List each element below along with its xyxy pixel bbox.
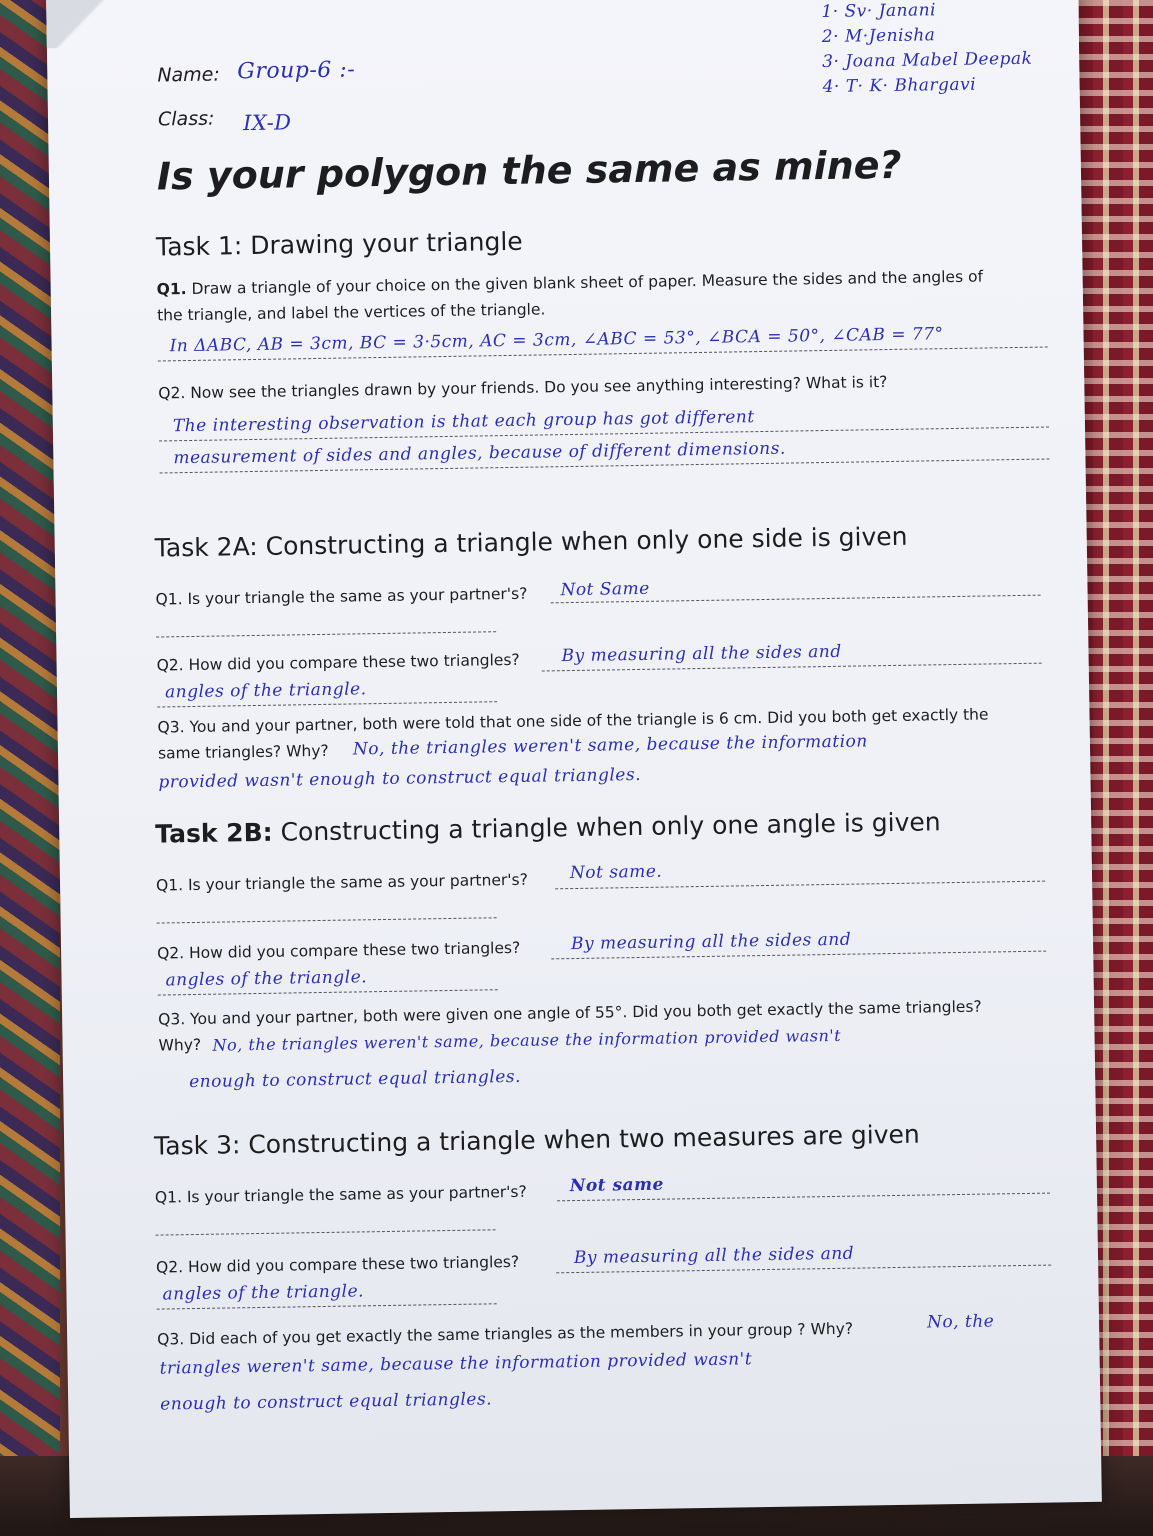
answer-line: [157, 917, 497, 923]
task1-q2: Q2. Now see the triangles drawn by your friends. Do you see anything interesting? What is it?: [158, 373, 888, 403]
task1-q1: [157, 263, 1038, 329]
worksheet-paper: [46, 0, 1102, 1518]
task3-q1-answer: Not same: [569, 1174, 665, 1197]
task2a-q2-answer2: angles of the triangle.: [164, 679, 367, 703]
task2a-q1-answer: Not Same: [560, 578, 650, 601]
member-3: 3· Joana Mabel Deepak: [822, 48, 1033, 73]
task2b-q1-answer: Not same.: [569, 861, 663, 884]
task1-q1-answer: In ΔABC, AB = 3cm, BC = 3·5cm, AC = 3cm, ∠ABC = 53°, ∠BCA = 50°, ∠CAB = 77°: [169, 324, 944, 357]
task2a-q3-answer1: No, the triangles weren't same, because the information: [352, 731, 868, 760]
name-value: Group-6 :-: [237, 57, 356, 85]
task2a-q2: Q2. How did you compare these two triangles?: [156, 650, 520, 675]
name-label: Name:: [157, 63, 220, 87]
answer-line: [157, 1303, 497, 1309]
answer-line: [157, 701, 497, 707]
group-members: [821, 0, 1033, 100]
answer-line: [158, 989, 498, 995]
task2a-q1: Q1. Is your triangle the same as your partner's?: [155, 584, 528, 609]
task2a-q3-answer2: provided wasn't enough to construct equal triangles.: [158, 764, 642, 793]
task2a-q2-answer1: By measuring all the sides and: [561, 641, 842, 667]
task2b-q3-answer2: enough to construct equal triangles.: [189, 1066, 522, 1093]
task3-q3-answer2: enough to construct equal triangles.: [160, 1389, 493, 1415]
task3-q2: Q2. How did you compare these two triangles?: [155, 1252, 520, 1277]
task2b-q2-answer1: By measuring all the sides and: [570, 929, 852, 955]
task2b-heading-bold: Task 2B:: [155, 817, 273, 849]
task3-q3-answer1: triangles weren't same, because the information provided wasn't: [159, 1349, 753, 1379]
task3-heading: Task 3: Constructing a triangle when two measures are given: [153, 1119, 920, 1161]
folded-corner: [46, 0, 117, 48]
task2b-q3-answer1: No, the triangles weren't same, because the information provided wasn't: [212, 1025, 842, 1055]
class-label: Class:: [157, 107, 215, 131]
task1-heading: Task 1: Drawing your triangle: [155, 226, 523, 262]
task1-q1-text1: Draw a triangle of your choice on the given blank sheet of paper. Measure the sides and the angles of: [191, 267, 984, 298]
task3-q2-answer1: By measuring all the sides and: [573, 1243, 855, 1269]
member-4: 4· T· K· Bhargavi: [822, 74, 977, 98]
task2b-q1: Q1. Is your triangle the same as your partner's?: [155, 870, 529, 895]
answer-line: [156, 1229, 496, 1235]
task3-q1: Q1. Is your triangle the same as your partner's?: [154, 1182, 527, 1207]
task2a-q3: [157, 700, 1058, 766]
class-value: IX-D: [242, 110, 292, 136]
task2a-heading: Task 2A: Constructing a triangle when only one side is given: [154, 521, 908, 563]
task2b-q2: Q2. How did you compare these two triangles?: [157, 938, 521, 963]
task1-q2-answer1: The interesting observation is that each group has got different: [172, 407, 755, 437]
task2a-q3-text1: Q3. You and your partner, both were told that one side of the triangle is 6 cm. Did you both get exactly the: [157, 705, 989, 737]
task2b-heading-rest: Constructing a triangle when only one angle is given: [272, 807, 941, 847]
member-1: 1· Sv· Janani: [821, 0, 937, 23]
task2b-heading: [155, 807, 941, 848]
task2b-q3-text2: Why?: [158, 1035, 202, 1055]
task2a-q3-text2: same triangles? Why?: [157, 741, 329, 763]
task3-q2-answer2: angles of the triangle.: [162, 1281, 365, 1305]
answer-line: [156, 631, 496, 637]
member-2: 2· M·Jenisha: [821, 25, 936, 48]
task2b-q3-text1: Q3. You and your partner, both were given one angle of 55°. Did you both get exactly the same triangles?: [158, 997, 982, 1029]
task2b-q2-answer2: angles of the triangle.: [165, 967, 368, 991]
task1-q2-answer2: measurement of sides and angles, because of different dimensions.: [173, 438, 786, 469]
task3-q3-answer0: No, the: [926, 1311, 995, 1333]
task1-q1-number: Q1.: [156, 280, 187, 299]
page-title: Is your polygon the same as mine?: [156, 142, 902, 199]
task1-q1-text2: the triangle, and label the vertices of the triangle.: [156, 300, 546, 325]
task3-q3: Q3. Did each of you get exactly the same triangles as the members in your group ? Why?: [157, 1319, 854, 1349]
